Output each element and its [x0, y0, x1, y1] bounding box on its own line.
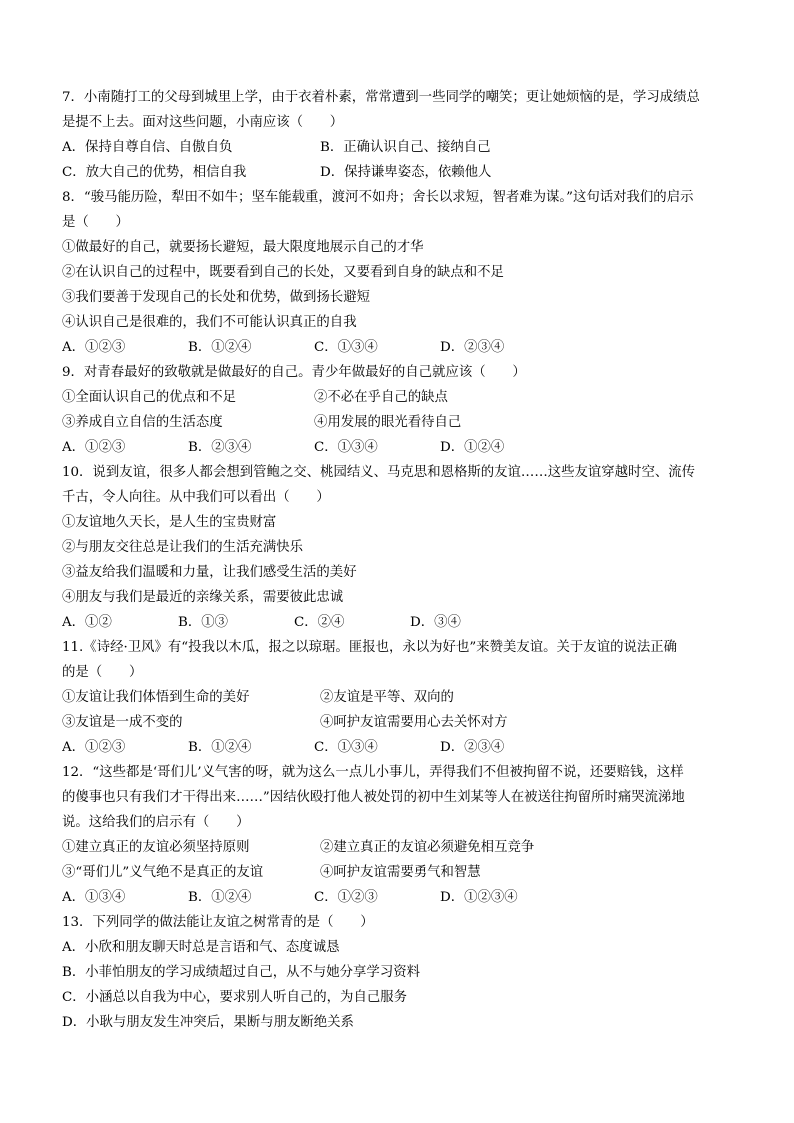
- question-text: 11.《诗经·卫风》有“投我以木瓜，报之以琼琚。匪报也，永以为好也”来赞美友谊。关于友谊的说法正确: [62, 640, 678, 655]
- option-c[interactable]: C．小涵总以自我为中心，要求别人听自己的，为自己服务: [62, 990, 408, 1005]
- option-a[interactable]: A．①②③: [62, 740, 126, 755]
- option-c[interactable]: C．①③④: [314, 440, 378, 455]
- statement-4: ④用发展的眼光看待自己: [314, 415, 462, 430]
- statement-1: ①做最好的自己，就要扬长避短，最大限度地展示自己的才华: [62, 240, 424, 255]
- question-text: 是（ ）: [62, 215, 129, 230]
- option-c[interactable]: C．放大自己的优势，相信自我: [62, 165, 247, 180]
- option-a[interactable]: A．小欣和朋友聊天时总是言语和气、态度诚恳: [62, 940, 340, 955]
- question-text: 的傻事也只有我们才干得出来……”因结伙殴打他人被处罚的初中生刘某等人在被送往拘留所时痛哭流涕地: [62, 790, 685, 805]
- statement-2: ②在认识自己的过程中，既要看到自己的长处，又要看到自身的缺点和不足: [62, 265, 504, 280]
- statement-row: [62, 860, 754, 885]
- option-row: [62, 335, 754, 360]
- question-7: [62, 85, 754, 185]
- statement-3: ③我们要善于发现自己的长处和优势，做到扬长避短: [62, 290, 370, 305]
- option-b[interactable]: B．小菲怕朋友的学习成绩超过自己，从不与她分享学习资料: [62, 965, 420, 980]
- option-b[interactable]: B．①②④: [188, 740, 252, 755]
- option-d[interactable]: D．小耿与朋友发生冲突后，果断与朋友断绝关系: [62, 1015, 354, 1030]
- option-d[interactable]: D．①②④: [440, 440, 505, 455]
- statement-1: ①友谊地久天长，是人生的宝贵财富: [62, 515, 277, 530]
- statement-2: ②与朋友交往总是让我们的生活充满快乐: [62, 540, 304, 555]
- statement-row: [62, 385, 754, 410]
- statement-2: ②不必在乎自己的缺点: [314, 390, 448, 405]
- option-b[interactable]: B．①②④: [188, 890, 252, 905]
- question-text: 9．对青春最好的致敬就是做最好的自己。青少年做最好的自己就应该（ ）: [62, 365, 526, 380]
- question-text: 千古，令人向往。从中我们可以看出（ ）: [62, 490, 330, 505]
- question-9: [62, 360, 754, 460]
- option-b[interactable]: B．②③④: [188, 440, 252, 455]
- question-text: 10．说到友谊，很多人都会想到管鲍之交、桃园结义、马克思和恩格斯的友谊……这些友谊穿越时空、流传: [62, 465, 696, 480]
- question-text: 是提不上去。面对这些问题，小南应该（ ）: [62, 115, 344, 130]
- statement-3: ③益友给我们温暖和力量，让我们感受生活的美好: [62, 565, 357, 580]
- option-c[interactable]: C．②④: [294, 615, 345, 630]
- question-text: 说。这给我们的启示有（ ）: [62, 815, 250, 830]
- statement-3: ③“哥们儿”义气绝不是真正的友谊: [62, 865, 264, 880]
- option-c[interactable]: C．①②③: [314, 890, 378, 905]
- option-a[interactable]: A．①②③: [62, 440, 126, 455]
- option-d[interactable]: D．①②③④: [440, 890, 518, 905]
- option-row: [62, 160, 754, 185]
- question-8: [62, 185, 754, 360]
- option-d[interactable]: D．保持谦卑姿态，依赖他人: [320, 165, 492, 180]
- option-c[interactable]: C．①③④: [314, 340, 378, 355]
- option-c[interactable]: C．①③④: [314, 740, 378, 755]
- question-11: [62, 635, 754, 760]
- statement-1: ①友谊让我们体悟到生命的美好: [62, 690, 250, 705]
- question-13: [62, 910, 754, 1035]
- question-text: 12．“这些都是‘哥们儿’义气害的呀，就为这么一点儿小事儿，弄得我们不但被拘留不说，还要赔钱，这样: [62, 765, 684, 780]
- statement-3: ③友谊是一成不变的: [62, 715, 183, 730]
- statement-row: [62, 835, 754, 860]
- option-row: [62, 610, 754, 635]
- statement-row: [62, 710, 754, 735]
- statement-3: ③养成自立自信的生活态度: [62, 415, 223, 430]
- option-d[interactable]: D．②③④: [440, 740, 505, 755]
- statement-4: ④认识自己是很难的，我们不可能认识真正的自我: [62, 315, 357, 330]
- option-row: [62, 435, 754, 460]
- option-b[interactable]: B．正确认识自己、接纳自己: [320, 140, 491, 155]
- statement-2: ②建立真正的友谊必须避免相互竞争: [320, 840, 535, 855]
- statement-row: [62, 410, 754, 435]
- option-b[interactable]: B．①②④: [188, 340, 252, 355]
- option-b[interactable]: B．①③: [178, 615, 229, 630]
- statement-row: [62, 685, 754, 710]
- question-text: 8．“骏马能历险，犁田不如牛；坚车能载重，渡河不如舟；舍长以求短，智者难为谋。”这句话对我们的启示: [62, 190, 694, 205]
- statement-4: ④呵护友谊需要勇气和智慧: [320, 865, 481, 880]
- statement-4: ④呵护友谊需要用心去关怀对方: [320, 715, 508, 730]
- question-text: 的是（ ）: [62, 665, 143, 680]
- option-d[interactable]: D．②③④: [440, 340, 505, 355]
- question-12: [62, 760, 754, 910]
- statement-4: ④朋友与我们是最近的亲缘关系，需要彼此忠诚: [62, 590, 344, 605]
- option-a[interactable]: A．①②③: [62, 340, 126, 355]
- question-text: 7．小南随打工的父母到城里上学，由于衣着朴素，常常遭到一些同学的嘲笑；更让她烦恼的是，学习成绩总: [62, 90, 700, 105]
- question-10: [62, 460, 754, 635]
- option-row: [62, 735, 754, 760]
- statement-1: ①全面认识自己的优点和不足: [62, 390, 237, 405]
- statement-2: ②友谊是平等、双向的: [320, 690, 454, 705]
- question-text: 13．下列同学的做法能让友谊之树常青的是（ ）: [62, 915, 374, 930]
- option-a[interactable]: A．①②: [62, 615, 112, 630]
- option-row: [62, 885, 754, 910]
- option-row: [62, 135, 754, 160]
- option-a[interactable]: A．保持自尊自信、自傲自负: [62, 140, 233, 155]
- statement-1: ①建立真正的友谊必须坚持原则: [62, 840, 250, 855]
- option-a[interactable]: A．①③④: [62, 890, 126, 905]
- option-d[interactable]: D．③④: [410, 615, 461, 630]
